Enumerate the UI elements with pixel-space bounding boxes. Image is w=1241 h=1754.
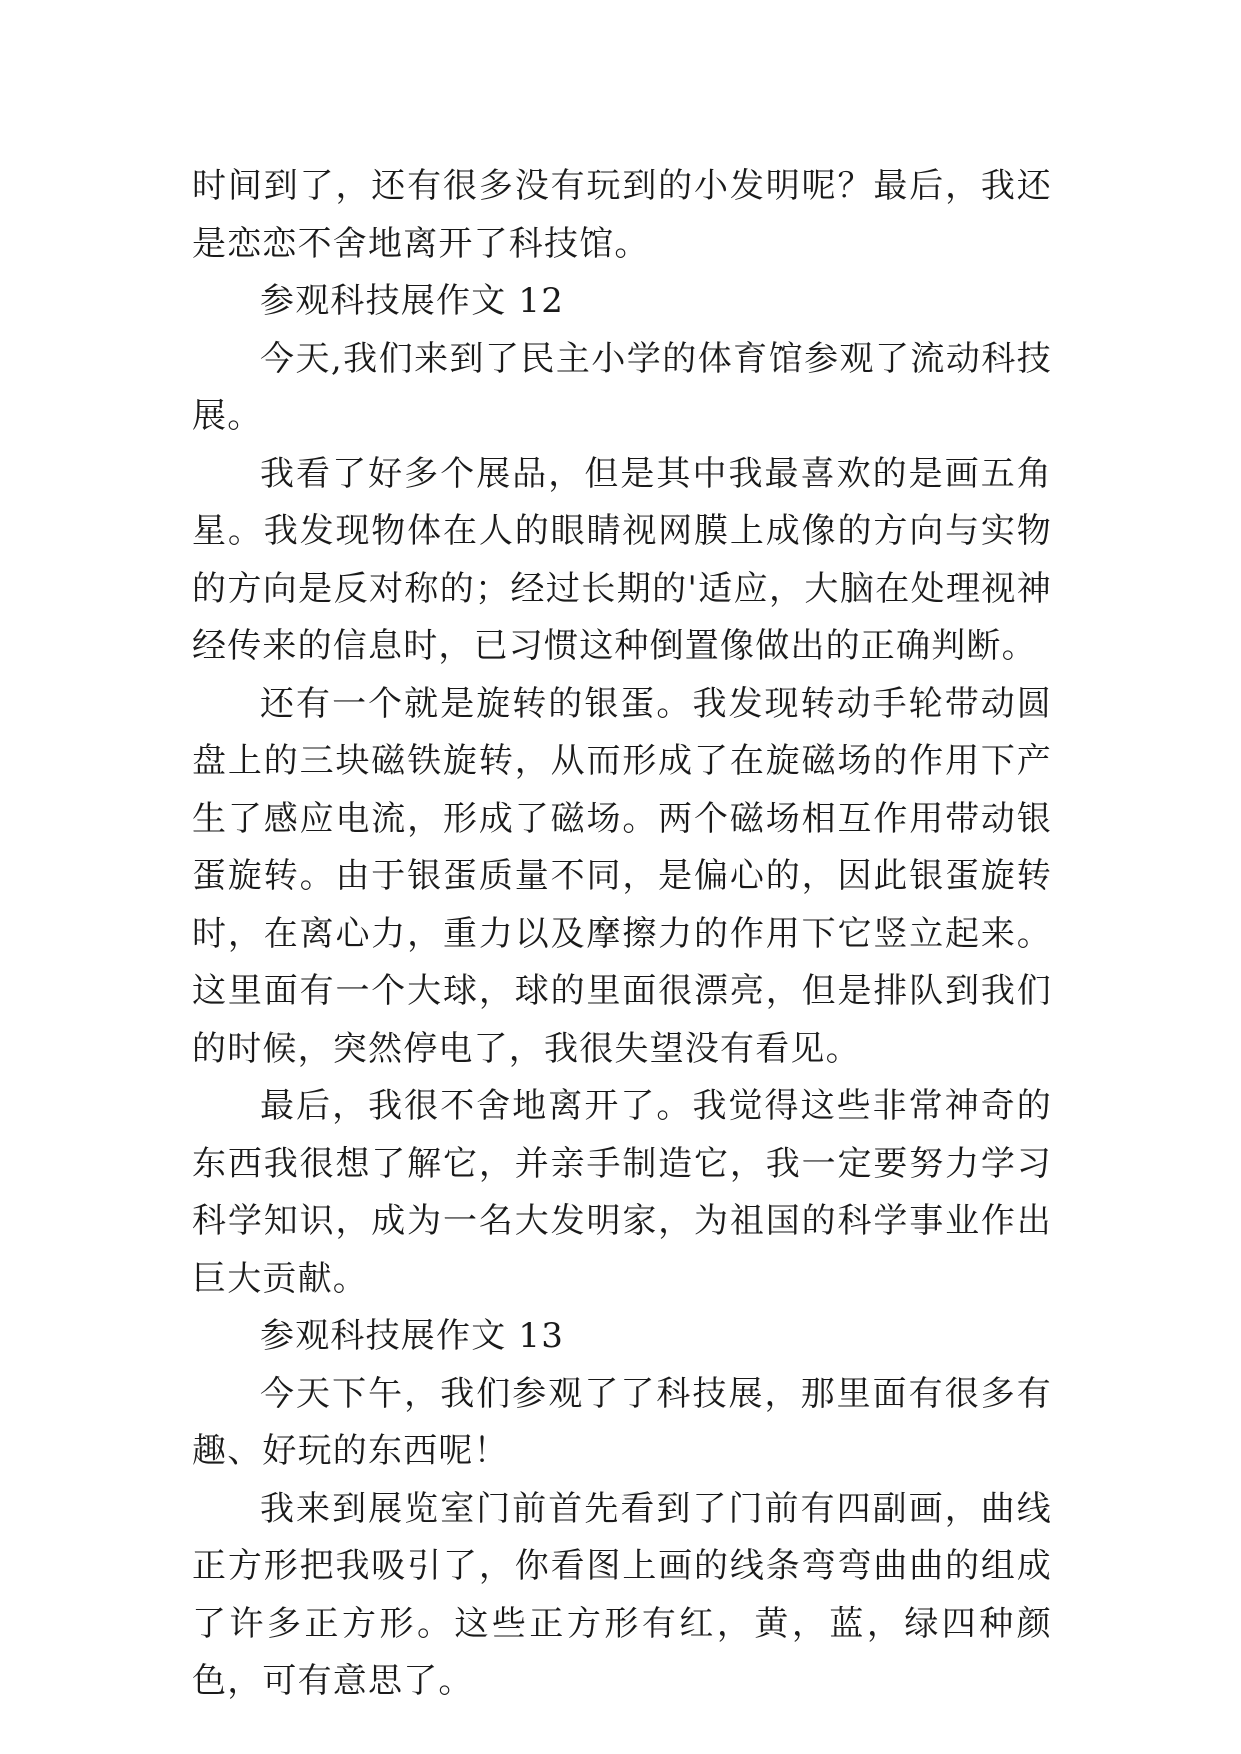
paragraph: 我来到展览室门前首先看到了门前有四副画，曲线正方形把我吸引了，你看图上画的线条弯弯曲曲的组成了许多正方形。这些正方形有红，黄，蓝，绿四种颜色，可有意思了。	[192, 1488, 1052, 1701]
paragraph: 今天,我们来到了民主小学的体育馆参观了流动科技展。	[192, 338, 1052, 436]
section-heading-12: 参观科技展作文 12	[260, 281, 565, 321]
paragraph-continuation: 时间到了，还有很多没有玩到的小发明呢？最后，我还是恋恋不舍地离开了科技馆。	[192, 166, 1052, 264]
section-heading-13: 参观科技展作文 13	[260, 1316, 565, 1356]
paragraph: 我看了好多个展品，但是其中我最喜欢的是画五角星。我发现物体在人的眼睛视网膜上成像的方向与实物的方向是反对称的；经过长期的'适应，大脑在处理视神经传来的信息时，已习惯这种倒置像做出的正确判断。	[192, 453, 1052, 666]
paragraph: 还有一个就是旋转的银蛋。我发现转动手轮带动圆盘上的三块磁铁旋转，从而形成了在旋磁场的作用下产生了感应电流，形成了磁场。两个磁场相互作用带动银蛋旋转。由于银蛋质量不同，是偏心的，因此银蛋旋转时，在离心力，重力以及摩擦力的作用下它竖立起来。这里面有一个大球，球的里面很漂亮，但是排队到我们的时候，突然停电了，我很失望没有看见。	[192, 683, 1052, 1069]
paragraph: 今天下午，我们参观了了科技展，那里面有很多有趣、好玩的东西呢！	[192, 1373, 1052, 1471]
paragraph: 最后，我很不舍地离开了。我觉得这些非常神奇的东西我很想了解它，并亲手制造它，我一定要努力学习科学知识，成为一名大发明家，为祖国的科学事业作出巨大贡献。	[192, 1086, 1052, 1299]
document-body	[192, 158, 1052, 1711]
